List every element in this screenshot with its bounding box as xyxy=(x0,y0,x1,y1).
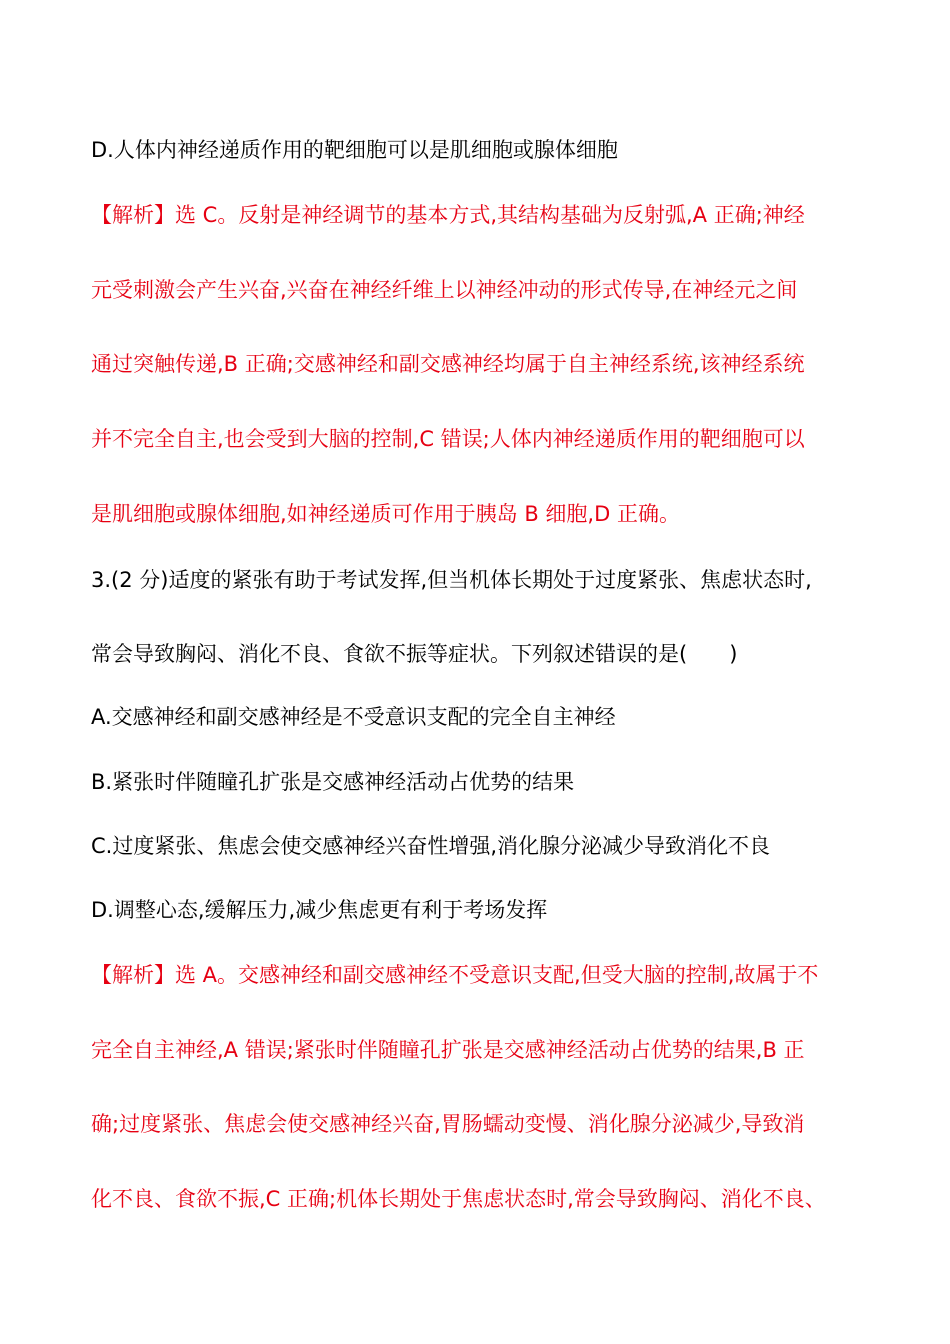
q2-analysis-line-2: 元受刺激会产生兴奋,兴奋在神经纤维上以神经冲动的形式传导,在神经元之间 xyxy=(91,278,798,302)
q3-option-d: D.调整心态,缓解压力,减少焦虑更有利于考场发挥 xyxy=(91,898,548,922)
q3-analysis-line-3: 确;过度紧张、焦虑会使交感神经兴奋,胃肠蠕动变慢、消化腺分泌减少,导致消 xyxy=(91,1112,805,1136)
q3-stem-line-2: 常会导致胸闷、消化不良、食欲不振等症状。下列叙述错误的是( ) xyxy=(91,642,738,666)
q3-analysis-line-1: 【解析】选 A。交感神经和副交感神经不受意识支配,但受大脑的控制,故属于不 xyxy=(91,963,819,987)
q2-option-d: D.人体内神经递质作用的靶细胞可以是肌细胞或腺体细胞 xyxy=(91,138,618,162)
q3-option-c: C.过度紧张、焦虑会使交感神经兴奋性增强,消化腺分泌减少导致消化不良 xyxy=(91,834,771,858)
q3-option-b: B.紧张时伴随瞳孔扩张是交感神经活动占优势的结果 xyxy=(91,770,575,794)
q3-analysis-line-4: 化不良、食欲不振,C 正确;机体长期处于焦虑状态时,常会导致胸闷、消化不良、 xyxy=(91,1187,826,1211)
q3-stem-line-1: 3.(2 分)适度的紧张有助于考试发挥,但当机体长期处于过度紧张、焦虑状态时, xyxy=(91,568,812,592)
q2-analysis-line-1: 【解析】选 C。反射是神经调节的基本方式,其结构基础为反射弧,A 正确;神经 xyxy=(91,203,805,227)
q2-analysis-line-3: 通过突触传递,B 正确;交感神经和副交感神经均属于自主神经系统,该神经系统 xyxy=(91,352,805,376)
q2-analysis-line-5: 是肌细胞或腺体细胞,如神经递质可作用于胰岛 B 细胞,D 正确。 xyxy=(91,502,680,526)
q3-analysis-line-2: 完全自主神经,A 错误;紧张时伴随瞳孔扩张是交感神经活动占优势的结果,B 正 xyxy=(91,1038,805,1062)
q2-analysis-line-4: 并不完全自主,也会受到大脑的控制,C 错误;人体内神经递质作用的靶细胞可以 xyxy=(91,427,805,451)
q3-option-a: A.交感神经和副交感神经是不受意识支配的完全自主神经 xyxy=(91,705,616,729)
